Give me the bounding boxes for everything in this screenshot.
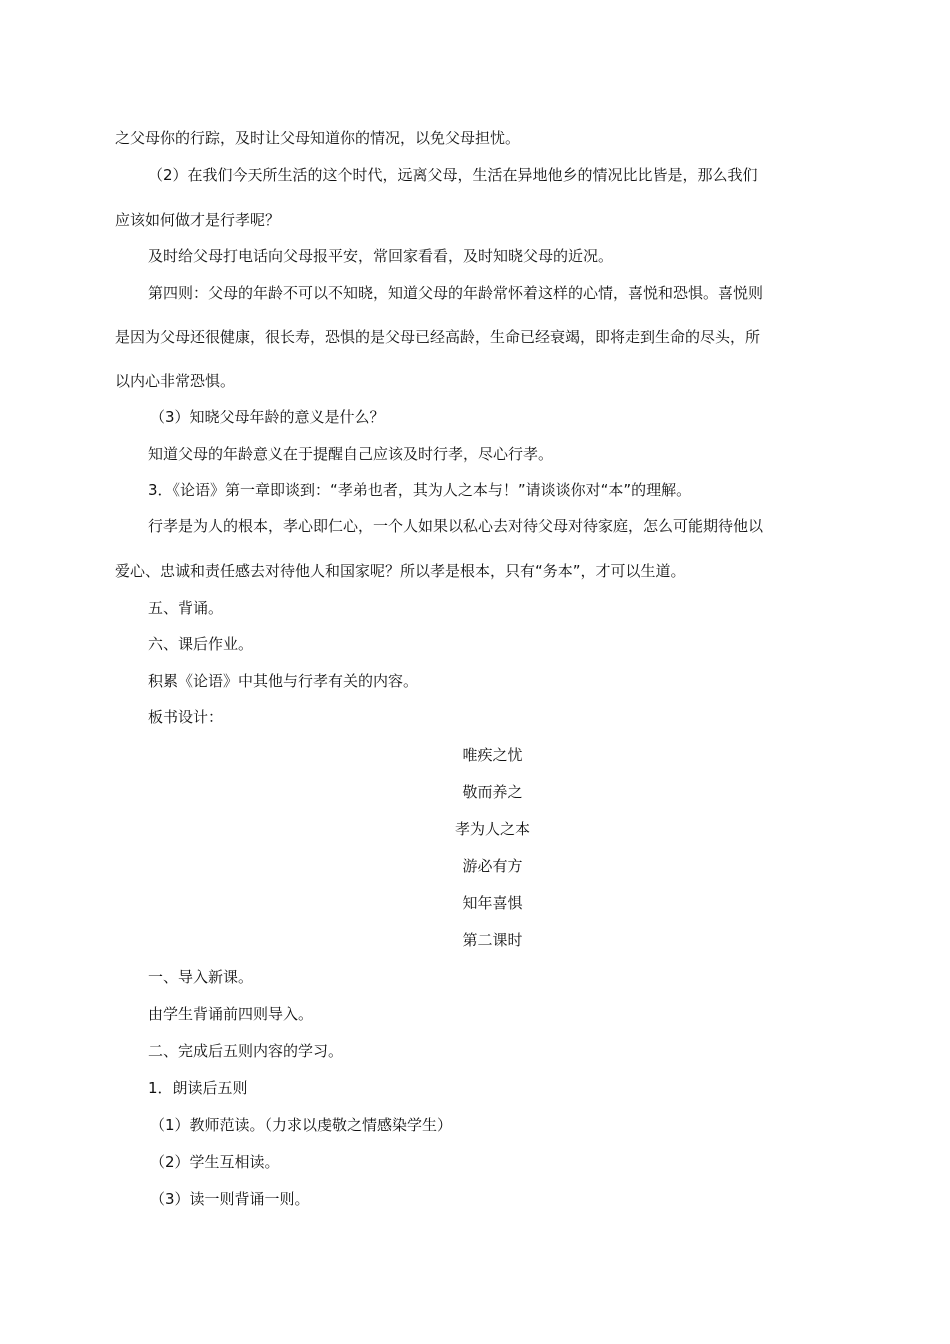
sub-item: （1）教师范读。（力求以虔敬之情感染学生）	[150, 1116, 453, 1134]
question-2: （2）在我们今天所生活的这个时代，远离父母，生活在异地他乡的情况比比皆是，那么我们	[148, 166, 758, 184]
board-item: 敬而养之	[462, 783, 523, 801]
sub-item: （3）读一则背诵一则。	[150, 1190, 310, 1208]
section-heading-homework: 六、课后作业。	[148, 635, 254, 653]
paragraph-line: 以内心非常恐惧。	[115, 372, 236, 390]
answer-3: 知道父母的年龄意义在于提醒自己应该及时行孝，尽心行孝。	[148, 445, 554, 463]
board-design-label: 板书设计：	[148, 708, 224, 726]
answer-2: 及时给父母打电话向父母报平安，常回家看看，及时知晓父母的近况。	[148, 247, 614, 265]
section-heading-recite: 五、背诵。	[148, 599, 224, 617]
board-item: 知年喜惧	[462, 894, 523, 912]
board-item: 游必有方	[462, 857, 523, 875]
section-heading-intro: 一、导入新课。	[148, 968, 254, 986]
paragraph-line: 是因为父母还很健康，很长寿，恐惧的是父母已经高龄，生命已经衰竭，即将走到生命的尽头，所	[115, 328, 761, 346]
paragraph-line: 爱心、忠诚和责任感去对待他人和国家呢？所以孝是根本，只有“务本”，才可以生道。	[115, 562, 686, 580]
board-item: 唯疾之忧	[462, 746, 523, 764]
numbered-item: 1．朗读后五则	[148, 1079, 248, 1097]
paragraph-line: 应该如何做才是行孝呢？	[115, 211, 281, 229]
sub-item: （2）学生互相读。	[150, 1153, 280, 1171]
paragraph-line: 由学生背诵前四则导入。	[148, 1005, 314, 1023]
paragraph-line: 之父母你的行踪，及时让父母知道你的情况，以免父母担忧。	[115, 129, 521, 147]
paragraph-line: 第四则：父母的年龄不可以不知晓，知道父母的年龄常怀着这样的心情，喜悦和恐惧。喜悦则	[148, 284, 764, 302]
paragraph-line: 行孝是为人的根本，孝心即仁心，一个人如果以私心去对待父母对待家庭，怎么可能期待他以	[148, 517, 764, 535]
homework-text: 积累《论语》中其他与行孝有关的内容。	[148, 672, 419, 690]
lesson-2-heading: 第二课时	[462, 931, 523, 949]
board-item: 孝为人之本	[454, 820, 530, 838]
question-3: （3）知晓父母年龄的意义是什么？	[150, 408, 385, 426]
question-item-3: 3．《论语》第一章即谈到：“孝弟也者，其为人之本与！”请谈谈你对“本”的理解。	[148, 481, 692, 499]
section-heading-study: 二、完成后五则内容的学习。	[148, 1042, 344, 1060]
